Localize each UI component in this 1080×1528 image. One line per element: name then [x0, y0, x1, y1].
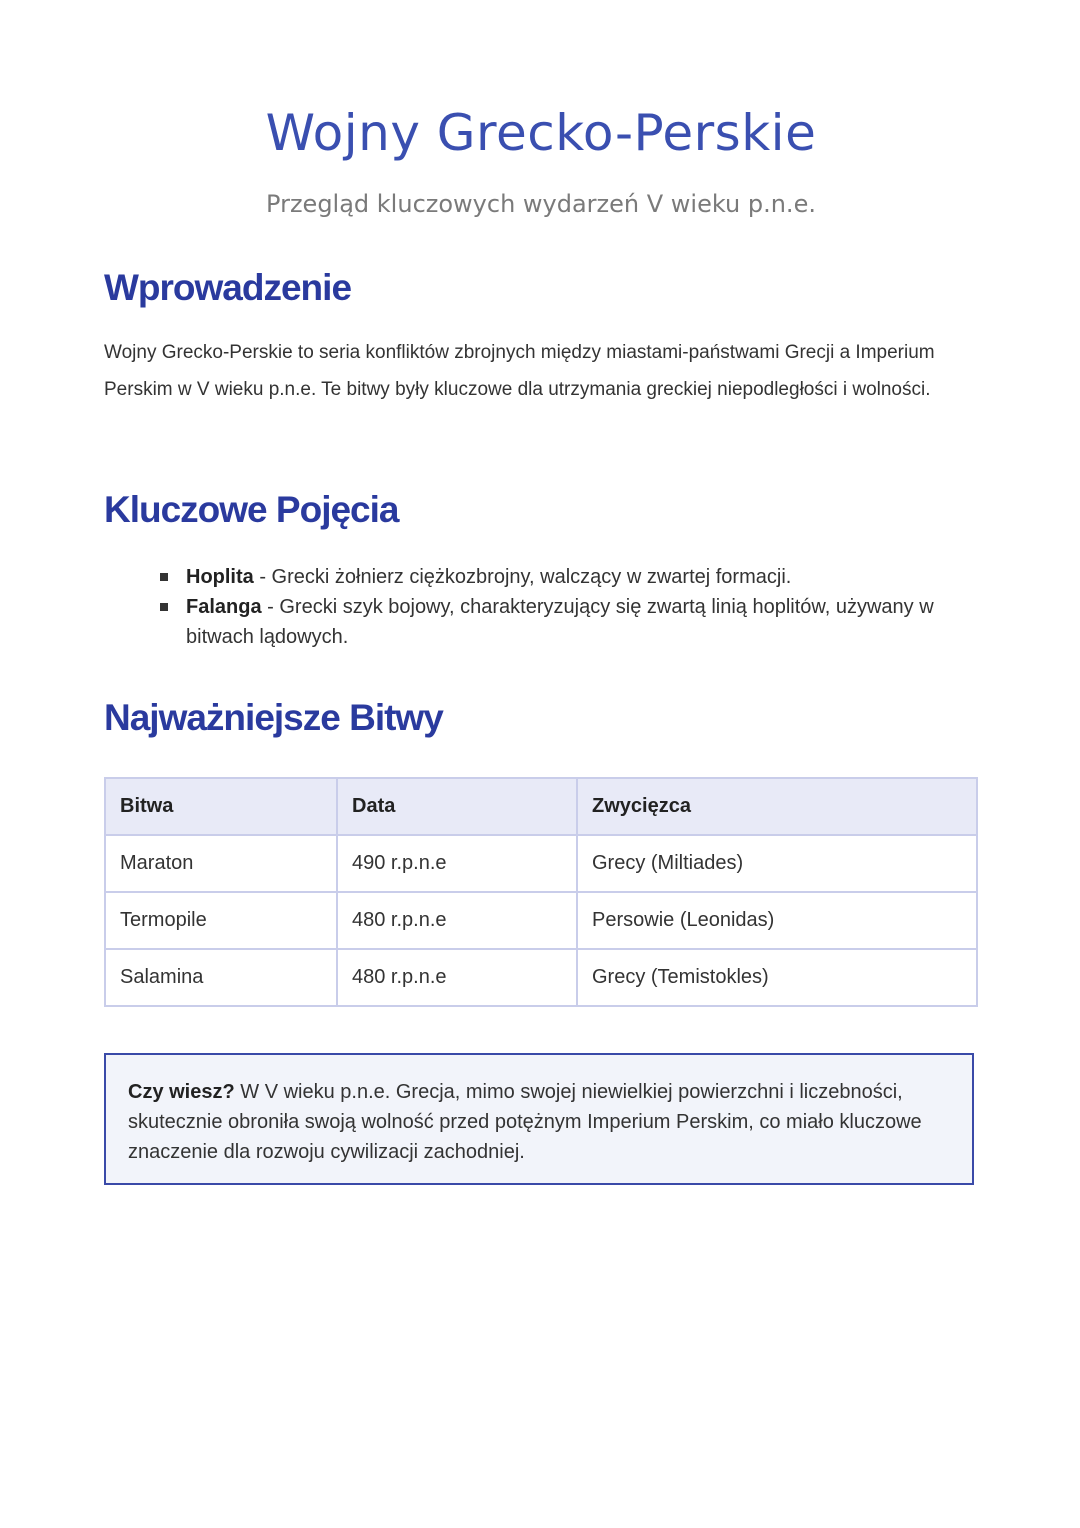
table-cell: Maraton [105, 835, 337, 892]
table-cell: Persowie (Leonidas) [577, 892, 977, 949]
table-row [105, 835, 977, 892]
list-item [160, 562, 940, 592]
page-title: Wojny Grecko-Perskie [265, 104, 817, 162]
column-header: Bitwa [105, 778, 337, 835]
fact-label: Czy wiesz? [128, 1081, 235, 1103]
fact-text: W V wieku p.n.e. Grecja, mimo swojej niewielkiej powierzchni i liczebności, skutecznie obroniła swoją wolność przed potężnym Imperium Perskim, co miało kluczowe znaczenie dla rozwoju cywilizacji zachodniej. [128, 1081, 922, 1163]
term-definition: - Grecki żołnierz ciężkozbrojny, walczący w zwartej formacji. [253, 566, 792, 588]
did-you-know-box [104, 1053, 974, 1185]
column-header: Zwycięzca [577, 778, 977, 835]
table-cell: Grecy (Temistokles) [577, 949, 977, 1006]
table-row [105, 949, 977, 1006]
section-heading-battles: Najważniejsze Bitwy [104, 697, 443, 738]
section-heading-intro: Wprowadzenie [104, 267, 352, 308]
term-label: Hoplita [186, 566, 254, 588]
table-cell: 480 r.p.n.e [337, 892, 577, 949]
table-cell: Grecy (Miltiades) [577, 835, 977, 892]
table-header-row [105, 778, 977, 835]
term-definition: - Grecki szyk bojowy, charakteryzujący się zwartą linią hoplitów, używany w bitwach lądowych. [186, 596, 934, 648]
table-cell: Termopile [105, 892, 337, 949]
term-label: Falanga [186, 596, 262, 618]
terms-list [160, 562, 940, 652]
intro-paragraph: Wojny Grecko-Perskie to seria konfliktów zbrojnych między miastami-państwami Grecji a Imperium Perskim w V wieku p.n.e. Te bitwy były kluczowe dla utrzymania greckiej niepodległości i wolności. [104, 342, 935, 400]
list-item [160, 592, 940, 652]
table-cell: 490 r.p.n.e [337, 835, 577, 892]
table-row [105, 892, 977, 949]
column-header: Data [337, 778, 577, 835]
section-heading-terms: Kluczowe Pojęcia [104, 489, 399, 530]
table-cell: 480 r.p.n.e [337, 949, 577, 1006]
page-subtitle: Przegląd kluczowych wydarzeń V wieku p.n.e. [266, 190, 816, 218]
battles-table [104, 777, 978, 1007]
table-cell: Salamina [105, 949, 337, 1006]
